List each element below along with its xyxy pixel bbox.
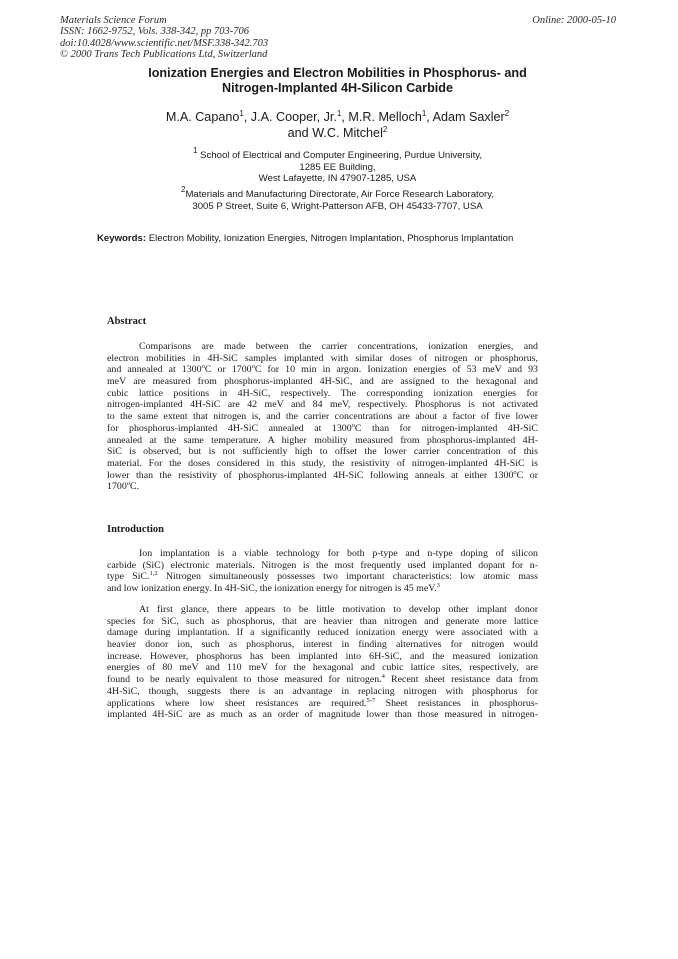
introduction-paragraph-1	[107, 548, 538, 595]
author-affil-sup: 1	[239, 109, 244, 118]
text-line: Ion implantation is a viable technology for both p-type and n-type doping of silicon	[139, 548, 538, 559]
author-affil-sup: 2	[382, 124, 388, 134]
text-line: lower than the resistivity of phosphorus-implanted 4H-SiC following anneals at either 1300$^o$C or	[107, 468, 538, 481]
keywords	[97, 233, 637, 245]
copyright-line: © 2000 Trans Tech Publications Ltd, Switzerland	[60, 48, 268, 60]
author-affil-sup: 1	[421, 109, 427, 118]
author-line-1	[60, 110, 615, 126]
text-line: increase. However, phosphorus has been implanted into 6H-SiC, and the measured ionization	[107, 650, 538, 662]
author-mitchel: W.C. Mitchel	[312, 125, 383, 140]
text-line: material. For the doses considered in this study, the resistivity of nitrogen-implanted 4H-SiC is	[107, 457, 538, 469]
abstract-paragraph	[107, 341, 538, 493]
text-line: SiC is observed, but is not sufficiently high to offset the lower carrier concentration of this	[107, 446, 538, 458]
citation: 1,2	[149, 570, 158, 578]
text-line: energies of 80 meV and 110 meV for the hexagonal and cubic lattice sites, respectively, are	[107, 662, 538, 674]
affiliation-2	[60, 185, 615, 212]
author-affil-sup: 1	[336, 109, 342, 118]
text-line: At first glance, there appears to be little motivation to develop other implant donor	[139, 604, 538, 615]
text-line: 1700$^o$C.	[107, 480, 140, 493]
author-separator: ,	[243, 110, 251, 124]
text-line: damage during implantation. If a significantly reduced ionization energy were associated with a	[107, 627, 538, 639]
affil-marker: 1	[192, 146, 198, 155]
author-saxler: Adam Saxler	[432, 110, 505, 124]
text-line: meV are measured from phosphorus-implanted 4H-SiC, and are assigned to the hexagonal and	[107, 376, 538, 388]
author-list	[60, 110, 615, 141]
introduction-paragraph-2	[107, 604, 538, 721]
author-separator: ,	[341, 110, 349, 124]
title-line-2: Nitrogen-Implanted 4H-Silicon Carbide	[222, 81, 453, 95]
online-date: Online: 2000-05-10	[532, 15, 616, 26]
affiliation-1	[60, 146, 615, 185]
issn-line: ISSN: 1662-9752, Vols. 338-342, pp 703-706	[60, 26, 249, 38]
author-separator: ,	[426, 110, 433, 124]
introduction-heading: Introduction	[107, 524, 164, 535]
doi-link[interactable]: doi:10.4028/www.scientific.net/MSF.338-342.703	[60, 37, 269, 49]
title-line-1: Ionization Energies and Electron Mobilities in Phosphorus- and	[148, 66, 527, 80]
author-melloch: M.R. Melloch	[348, 110, 422, 124]
citation: 3	[436, 582, 440, 590]
affil-1-line-3: West Lafayette, IN 47907-1285, USA	[258, 173, 417, 185]
author-and: and	[287, 125, 313, 140]
text-line: and low ionization energy. In 4H-SiC, the ionization energy for nitrogen is 45 meV.$^3$	[107, 582, 440, 595]
text-line: to the same extent that nitrogen is, and the carrier concentrations are about a factor of five lower	[107, 411, 538, 423]
keywords-label: Keywords:	[97, 233, 147, 244]
text-line: type SiC.$^{1,2}$ Nitrogen simultaneously possesses two important characteristics: low atomic mass	[107, 570, 538, 583]
text-line: species for SiC, such as phosphorus, that are heavier than nitrogen and generate more lattice	[107, 615, 538, 627]
text-line: annealed at the same temperature. A higher mobility measured from phosphorus-implanted 4H-	[107, 434, 538, 446]
citation: 5-7	[366, 696, 376, 704]
author-cooper: J.A. Cooper, Jr.	[250, 110, 337, 124]
publication-metadata	[60, 15, 268, 60]
affil-marker: 2	[180, 185, 186, 194]
text-line: carbide (SiC) electronic materials. Nitrogen is the most frequently used implanted dopant for n-	[107, 559, 538, 571]
affil-1-line-1: School of Electrical and Computer Engineering, Purdue University,	[200, 150, 483, 161]
journal-name: Materials Science Forum	[60, 15, 167, 26]
author-capano: M.A. Capano	[165, 110, 240, 124]
author-line-2	[60, 126, 615, 142]
text-line: found to be nearly equivalent to those measured for nitrogen.$^4$ Recent sheet resistance data from	[107, 673, 538, 686]
abstract-heading: Abstract	[107, 316, 147, 327]
affil-2-line-1: Materials and Manufacturing Directorate, Air Force Research Laboratory,	[185, 189, 494, 200]
paper-title	[60, 66, 615, 96]
text-line: cubic lattice positions in 4H-SiC, respectively. The corresponding ionization energies for	[107, 387, 538, 399]
text-line: electron mobilities in 4H-SiC samples implanted with similar doses of nitrogen or phosphorus,	[107, 352, 538, 364]
text-line: Comparisons are made between the carrier concentrations, ionization energies, and	[139, 341, 538, 352]
author-affil-sup: 2	[504, 109, 510, 118]
keywords-text: Electron Mobility, Ionization Energies, Nitrogen Implantation, Phosphorus Implantation	[146, 233, 514, 244]
text-line: for phosphorus-implanted 4H-SiC annealed at 1300$^o$C than for nitrogen-implanted 4H-SiC	[107, 421, 538, 434]
text-line: 4H-SiC, though, suggests there is an advantage in replacing nitrogen with phosphorus for	[107, 685, 538, 697]
text-line: heavier donor ion, such as phosphorus, interest in finding alternatives for nitrogen would	[107, 639, 538, 651]
affil-1-line-2: 1285 EE Building,	[299, 161, 376, 173]
affil-2-line-2: 3005 P Street, Suite 6, Wright-Patterson AFB, OH 45433-7707, USA	[192, 200, 483, 212]
text-line: and annealed at 1300$^o$C or 1700$^o$C for 10 min in argon. Ionization energies of 53 meV and 93	[107, 363, 538, 376]
text-line: nitrogen-implanted 4H-SiC are 42 meV and 84 meV, respectively. Phosphorus is not activated	[107, 399, 538, 411]
text-line: applications where low sheet resistances are required.$^{5-7}$ Sheet resistances in phosphorus-	[107, 696, 538, 709]
text-line: implanted 4H-SiC are as much as an order of magnitude lower than those measured in nitrogen-	[107, 709, 538, 721]
citation: 4	[381, 673, 385, 681]
